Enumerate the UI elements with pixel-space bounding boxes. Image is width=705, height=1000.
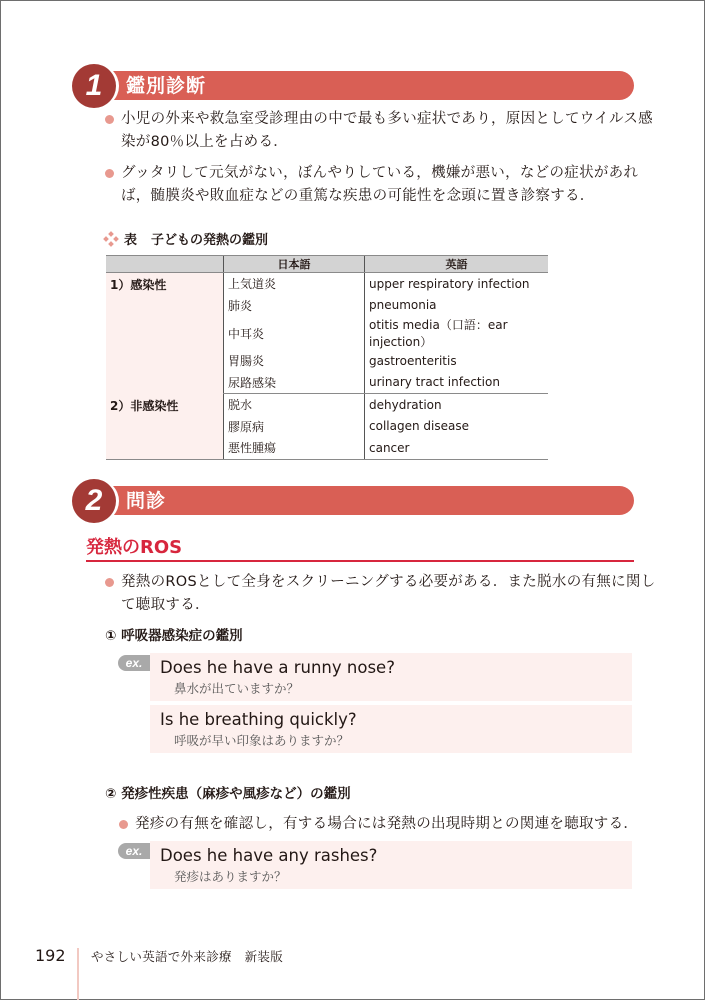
diamond-ornament-icon <box>104 232 118 246</box>
section-title: 問診 <box>126 490 167 512</box>
english-cell: pneumonia <box>365 295 549 317</box>
english-cell: otitis media（口語：ear injection） <box>365 316 549 350</box>
bullet-dot-icon <box>105 169 114 178</box>
example-tag-icon: ex. <box>118 655 150 671</box>
example-box <box>150 841 632 889</box>
table-caption-title: 子どもの発熱の鑑別 <box>151 233 269 248</box>
table-header-cell: 英語 <box>365 256 549 273</box>
section-1-header <box>72 64 634 104</box>
japanese-cell: 胃腸炎 <box>224 350 365 372</box>
table-header-cell <box>106 256 224 273</box>
table-caption-label: 表 <box>124 233 138 248</box>
example-japanese: 呼吸が早い印象はありますか？ <box>174 733 350 748</box>
example-tag-icon: ex. <box>118 843 150 859</box>
bullet-text: 小児の外来や救急室受診理由の中で最も多い症状であり，原因としてウイルス感染が80％以上を占める． <box>121 111 653 150</box>
bullet-dot-icon <box>105 115 114 124</box>
japanese-cell: 膠原病 <box>224 416 365 438</box>
fever-differential-table <box>106 255 548 460</box>
bullet-dot-icon <box>105 578 114 587</box>
example-japanese: 鼻水が出ていますか？ <box>174 681 300 696</box>
english-cell: upper respiratory infection <box>365 273 549 295</box>
english-cell: gastroenteritis <box>365 350 549 372</box>
section-bar <box>102 486 634 515</box>
example-english: Is he breathing quickly? <box>160 710 357 729</box>
bullet-item <box>105 108 656 154</box>
page-number: 192 <box>35 946 66 965</box>
english-cell: collagen disease <box>365 416 549 438</box>
section-number-badge: 1 <box>72 64 116 108</box>
bullet-item <box>119 813 655 836</box>
example-box <box>150 653 632 701</box>
english-cell: urinary tract infection <box>365 372 549 394</box>
category-cell: 2）非感染性 <box>106 394 224 460</box>
example-box <box>150 705 632 753</box>
bullet-text: 発疹の有無を確認し，有する場合には発熱の出現時期との関連を聴取する． <box>135 816 639 832</box>
running-footer-title: やさしい英語で外来診療 新装版 <box>91 949 284 964</box>
ros-underline-divider <box>86 560 634 562</box>
bullet-item <box>105 571 656 617</box>
section-2-header <box>72 479 634 519</box>
english-cell: dehydration <box>365 394 549 416</box>
japanese-cell: 尿路感染 <box>224 372 365 394</box>
part-heading: ① 呼吸器感染症の鑑別 <box>105 628 243 644</box>
japanese-cell: 脱水 <box>224 394 365 416</box>
japanese-cell: 上気道炎 <box>224 273 365 295</box>
section-title: 鑑別診断 <box>126 75 207 97</box>
bullet-text: グッタリして元気がない，ぼんやりしている，機嫌が悪い，などの症状があれば，髄膜炎や敗血症などの重篤な疾患の可能性を念頭に置き診察する． <box>121 165 639 204</box>
table-header-cell: 日本語 <box>224 256 365 273</box>
table-header-row <box>106 256 548 273</box>
footer-divider <box>77 948 79 1000</box>
table-row <box>106 394 548 416</box>
table-caption <box>104 232 268 250</box>
bullet-dot-icon <box>119 820 128 829</box>
english-cell: cancer <box>365 437 549 459</box>
bullet-item <box>105 162 656 208</box>
japanese-cell: 肺炎 <box>224 295 365 317</box>
section-number-badge: 2 <box>72 479 116 523</box>
category-cell: 1）感染性 <box>106 273 224 394</box>
ros-subheading: 発熱のROS <box>86 537 183 558</box>
example-english: Does he have a runny nose? <box>160 658 395 677</box>
example-english: Does he have any rashes? <box>160 846 378 865</box>
japanese-cell: 中耳炎 <box>224 316 365 350</box>
table-row <box>106 273 548 295</box>
part-heading: ② 発疹性疾患（麻疹や風疹など）の鑑別 <box>105 786 351 802</box>
example-japanese: 発疹はありますか？ <box>174 869 287 884</box>
bullet-text: 発熱のROSとして全身をスクリーニングする必要がある．また脱水の有無に関して聴取する． <box>121 574 656 613</box>
japanese-cell: 悪性腫瘍 <box>224 437 365 459</box>
